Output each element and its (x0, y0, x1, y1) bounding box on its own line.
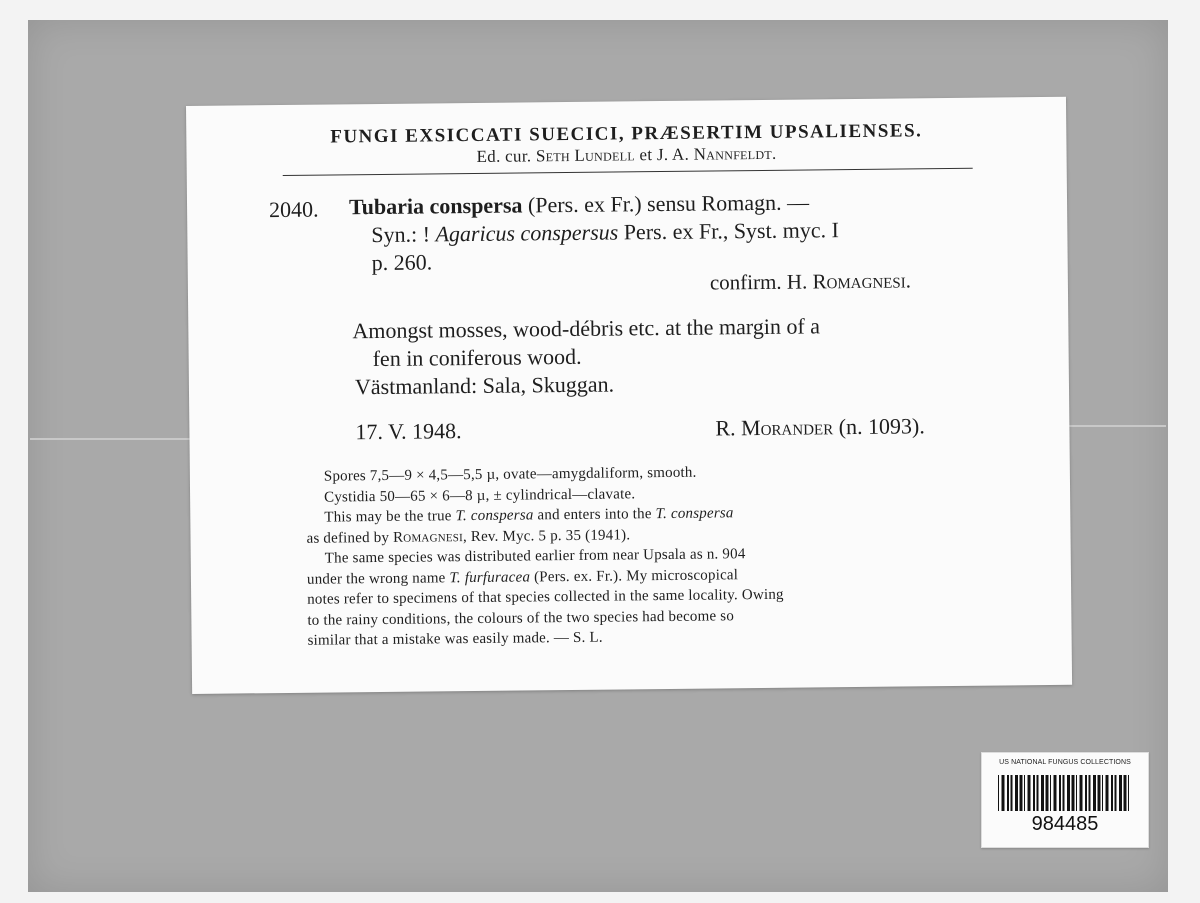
collector-name: Morander (740, 414, 834, 441)
taxon-authority: (Pers. ex Fr.) sensu Romagn. — (527, 189, 810, 218)
barcode-number: 984485 (1031, 813, 1099, 835)
synonym-reference: Pers. ex Fr., Syst. myc. I (623, 217, 839, 245)
barcode-bar (1067, 775, 1070, 811)
confirm-name: Romagnesi. (812, 268, 912, 294)
barcode-caption: US NATIONAL FUNGUS COLLECTIONS (999, 759, 1131, 766)
notes-line-5: The same species was distributed earlier from near Upsala as n. 904 (324, 546, 746, 567)
taxon-line (349, 189, 809, 220)
notes-line-4-b: Romagnesi, (392, 528, 467, 546)
barcode-bar (1020, 775, 1023, 811)
notes-block (306, 459, 1012, 651)
notes-line-3-b: T. conspersa (455, 507, 534, 525)
notes-line-3-c: and enters into the (537, 506, 652, 524)
notes-line-6-a: under the wrong name (306, 569, 446, 588)
notes-line-3-d: T. conspersa (655, 505, 734, 523)
barcode-bar (1080, 775, 1083, 811)
barcode-bar (1050, 775, 1051, 811)
packet-fold-left (30, 438, 190, 440)
barcode-bar (998, 775, 999, 811)
collection-date: 17. V. 1948. (355, 418, 462, 445)
confirmation (710, 268, 911, 295)
editor-1: Seth Lundell (535, 145, 636, 166)
barcode-bar (1128, 775, 1129, 811)
notes-line-3-a: This may be the true (324, 508, 452, 526)
barcode-bar (1089, 775, 1091, 811)
collector-number: (n. 1093). (838, 413, 925, 440)
notes-line-2: Cystidia 50—65 × 6—8 µ, ± cylindrical—clavate. (324, 485, 636, 506)
taxon-name: Tubaria conspersa (348, 192, 523, 220)
notes-line-4-a: as defined by (306, 529, 390, 547)
editors-prefix: Ed. cur. (476, 146, 532, 166)
habitat-line-1: Amongst mosses, wood-débris etc. at the margin of a (352, 313, 821, 344)
barcode-bar (1076, 775, 1077, 811)
synonym-page: p. 260. (371, 249, 433, 276)
barcode-bar (1085, 775, 1087, 811)
collector-prefix: R. (715, 415, 736, 441)
barcode-bar (1046, 775, 1049, 811)
barcode-bar (1015, 775, 1018, 811)
barcode-bar (1072, 775, 1075, 811)
barcode-bars (996, 775, 1134, 811)
locality: Västmanland: Sala, Skuggan. (354, 371, 615, 400)
synonym-line (371, 217, 839, 248)
collector (715, 413, 925, 441)
barcode-bar (1111, 775, 1113, 811)
barcode-bar (1119, 775, 1122, 811)
barcode-bar (1007, 775, 1009, 811)
habitat-line-2: fen in coniferous wood. (372, 343, 582, 372)
synonym-name: Agaricus conspersus (435, 219, 619, 247)
confirm-prefix: confirm. H. (709, 269, 808, 295)
specimen-label (186, 97, 1072, 694)
barcode-bar (1115, 775, 1117, 811)
exsiccata-number: 2040. (268, 196, 319, 223)
notes-line-6-c: (Pers. ex. Fr.). My microscopical (533, 566, 739, 585)
barcode-bar (1102, 775, 1103, 811)
barcode-bar (1011, 775, 1013, 811)
notes-line-8: to the rainy conditions, the colours of the two species had become so (307, 607, 735, 629)
header-rule (283, 168, 973, 176)
barcode-bar (1033, 775, 1035, 811)
series-title: FUNGI EXSICCATI SUECICI, PRÆSERTIM UPSALIENSES. (330, 120, 923, 148)
barcode-bar (1002, 775, 1005, 811)
barcode-bar (1093, 775, 1096, 811)
barcode-bar (1098, 775, 1101, 811)
barcode-bar (1041, 775, 1044, 811)
barcode-bar (1054, 775, 1057, 811)
barcode-bar (1024, 775, 1025, 811)
barcode-bar (1059, 775, 1061, 811)
notes-line-4-c: Rev. Myc. 5 p. 35 (1941). (470, 526, 631, 545)
barcode-bar (1106, 775, 1109, 811)
notes-line-1: Spores 7,5—9 × 4,5—5,5 µ, ovate—amygdaliform, smooth. (323, 464, 697, 485)
editor-2: J. A. Nannfeldt. (656, 143, 777, 165)
synonym-prefix: Syn.: ! (371, 221, 431, 248)
barcode-bar (1063, 775, 1065, 811)
notes-line-6-b: T. furfuracea (449, 568, 531, 586)
notes-line-7: notes refer to specimens of that species collected in the same locality. Owing (307, 586, 784, 608)
barcode-bar (1028, 775, 1031, 811)
packet-fold-right (1064, 425, 1166, 427)
notes-line-9: similar that a mistake was easily made. — S. L. (307, 629, 603, 649)
editors-join: et (639, 145, 653, 165)
barcode-tag (981, 752, 1149, 848)
barcode-bar (1037, 775, 1039, 811)
barcode-bar (1124, 775, 1127, 811)
